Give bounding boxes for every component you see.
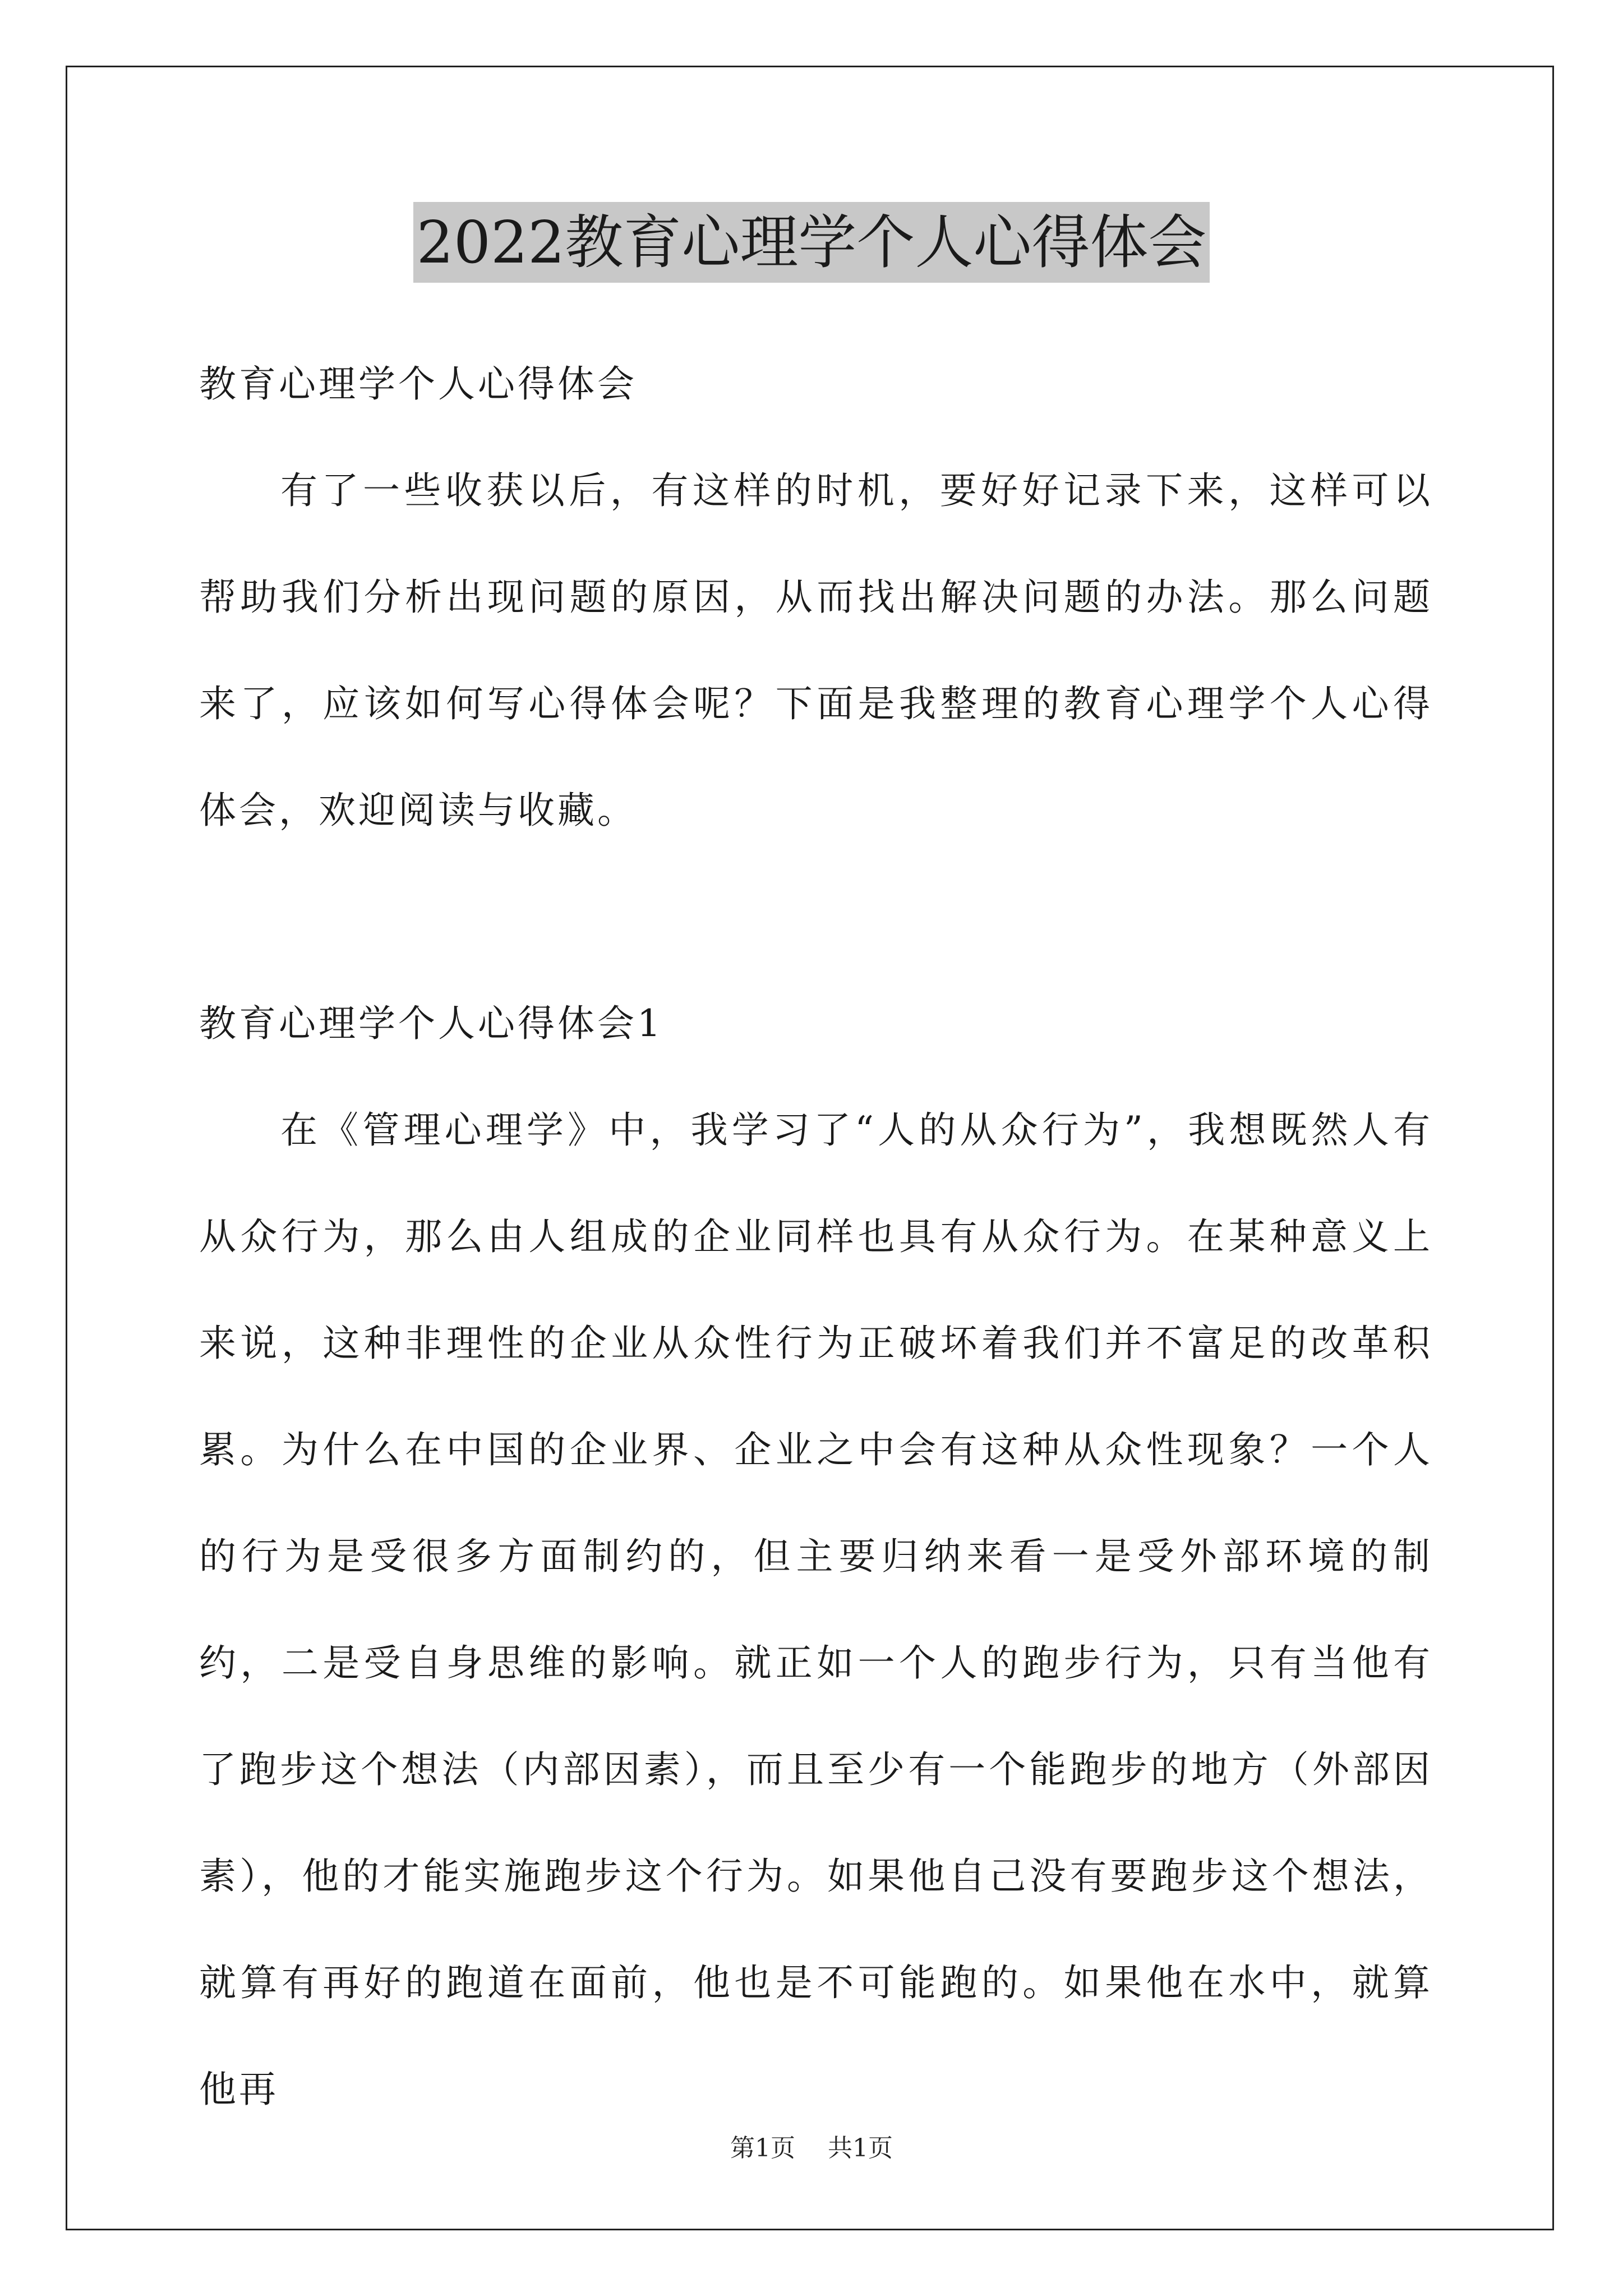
section1-heading: 教育心理学个人心得体会1 xyxy=(199,1002,663,1045)
page-number-total: 共1页 xyxy=(828,2134,893,2162)
title-container xyxy=(0,202,1623,283)
page-number-current: 第1页 xyxy=(730,2134,795,2162)
document-body xyxy=(199,331,1433,2143)
subtitle-heading: 教育心理学个人心得体会 xyxy=(199,362,637,406)
intro-paragraph: 有了一些收获以后，有这样的时机，要好好记录下来，这样可以帮助我们分析出现问题的原因，从而找出解决问题的办法。那么问题来了，应该如何写心得体会呢？下面是我整理的教育心理学个人心得体会，欢迎阅读与收藏。 xyxy=(199,469,1433,832)
page-footer xyxy=(0,2132,1623,2165)
document-title: 2022教育心理学个人心得体会 xyxy=(413,202,1210,283)
section-spacer xyxy=(199,864,1433,970)
section1-paragraph: 在《管理心理学》中，我学习了“人的从众行为”，我想既然人有从众行为，那么由人组成的企业同样也具有从众行为。在某种意义上来说，这种非理性的企业从众性行为正破坏着我们并不富足的改革积累。为什么在中国的企业界、企业之中会有这种从众性现象？一个人的行为是受很多方面制约的，但主要归纳来看一是受外部环境的制约，二是受自身思维的影响。就正如一个人的跑步行为，只有当他有了跑步这个想法（内部因素），而且至少有一个能跑步的地方（外部因素），他的才能实施跑步这个行为。如果他自己没有要跑步这个想法，就算有再好的跑道在面前，他也是不可能跑的。如果他在水中，就算他再 xyxy=(199,1108,1433,2111)
